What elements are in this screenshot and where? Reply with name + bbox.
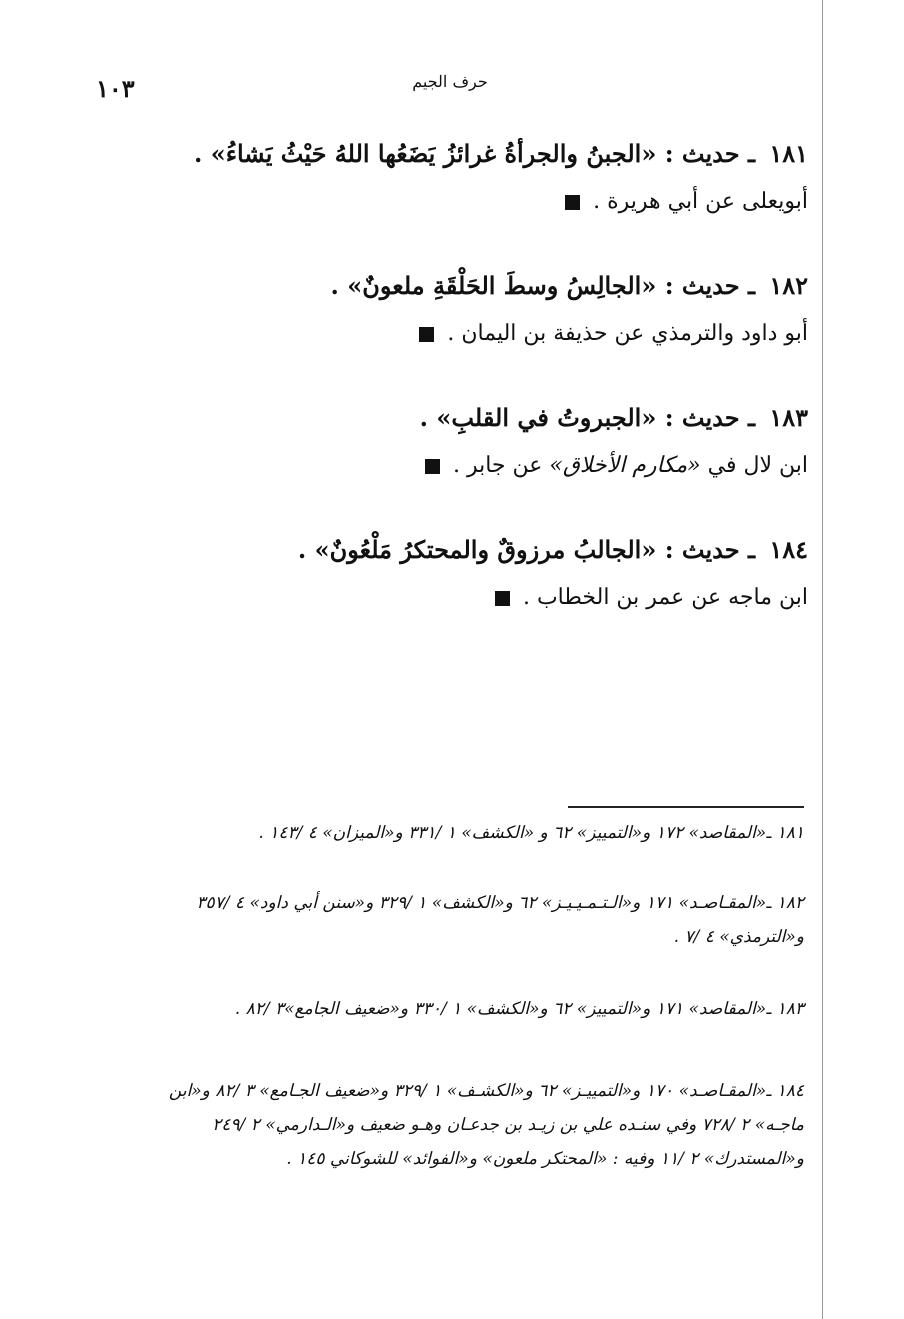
- page-number: ١٠٣: [96, 74, 135, 103]
- source-text: ابن لال في: [707, 453, 808, 478]
- hadith-entry: [108, 398, 808, 486]
- source-text: ابن ماجه عن عمر بن الخطاب .: [522, 585, 808, 610]
- hadith-text: «الجبروتُ في القلبِ» .: [419, 403, 657, 432]
- hadith-label: ـ حديث :: [664, 271, 755, 300]
- hadith-label: ـ حديث :: [664, 403, 755, 432]
- footnote: [104, 992, 804, 1026]
- hadith-label: ـ حديث :: [664, 139, 755, 168]
- hadith-line: [108, 530, 808, 570]
- hadith-line: [108, 398, 808, 438]
- hadith-line: [108, 134, 808, 174]
- hadith-text: «الجالِسُ وسطَ الحَلْقَةِ ملعونٌ» .: [330, 271, 657, 300]
- running-head: حرف الجيم: [412, 72, 488, 91]
- hadith-entry: [108, 134, 808, 222]
- footnote-line: ماجـه» ٢ /٧٢٨ وفي سنـده علي بن زيـد بن جدعـان وهـو ضعيف و«الـدارمي» ٢ /٢٤٩: [212, 1115, 804, 1135]
- hadith-source: [108, 314, 808, 354]
- footnote: [104, 1074, 804, 1176]
- hadith-source: [108, 182, 808, 222]
- page-edge-line: [822, 0, 823, 1319]
- end-mark-icon: [419, 327, 434, 342]
- footnote: [104, 886, 804, 954]
- hadith-entry: [108, 266, 808, 354]
- end-mark-icon: [565, 195, 580, 210]
- hadith-source: [108, 446, 808, 486]
- footnote: [104, 816, 804, 850]
- footnote-line: و«الترمذي» ٤ /٧ .: [673, 927, 804, 947]
- source-text: عن جابر .: [452, 453, 543, 478]
- hadith-entry: [108, 530, 808, 618]
- hadith-label: ـ حديث :: [664, 535, 755, 564]
- source-text: أبويعلى عن أبي هريرة .: [593, 189, 808, 214]
- footnote-divider: [568, 806, 804, 808]
- end-mark-icon: [495, 591, 510, 606]
- footnote-line: ١٨٢ ـ«المقـاصـد» ١٧١ و«الـتـمـيـيـز» ٦٢ و«الكشف» ١ /٣٢٩ و«سنن أبي داود» ٤ /٣٥٧: [196, 893, 804, 913]
- hadith-number: ١٨٤: [769, 535, 808, 564]
- hadith-number: ١٨٢: [769, 271, 808, 300]
- hadith-number: ١٨٣: [769, 403, 808, 432]
- footnote-line: ١٨٤ ـ«المقـاصـد» ١٧٠ و«التمييـز» ٦٢ و«الكشـف» ١ /٣٢٩ و«ضعيف الجـامع» ٣ /٨٢ و«ابن: [168, 1081, 804, 1101]
- source-book-title: «مكارم الأخلاق»: [549, 453, 701, 478]
- hadith-text: «الجالبُ مرزوقٌ والمحتكرُ مَلْعُونٌ» .: [297, 535, 657, 564]
- footnote-line: ١٨١ ـ«المقاصد» ١٧٢ و«التمييز» ٦٢ و «الكشف» ١ /٣٣١ و«الميزان» ٤ /١٤٣ .: [258, 823, 804, 843]
- source-text: أبو داود والترمذي عن حذيفة بن اليمان .: [447, 321, 808, 346]
- hadith-number: ١٨١: [769, 139, 808, 168]
- footnote-line: و«المستدرك» ٢ /١١ وفيه : «المحتكر ملعون» و«الفوائد» للشوكاني ١٤٥ .: [286, 1149, 804, 1169]
- hadith-text: «الجبنُ والجرأةُ غرائزُ يَضَعُها اللهُ حَيْثُ يَشاءُ» .: [194, 139, 657, 168]
- hadith-source: [108, 578, 808, 618]
- footnote-line: ١٨٣ ـ«المقاصد» ١٧١ و«التمييز» ٦٢ و«الكشف» ١ /٣٣٠ و«ضعيف الجامع»٣ /٨٢ .: [234, 999, 804, 1019]
- hadith-line: [108, 266, 808, 306]
- end-mark-icon: [425, 459, 440, 474]
